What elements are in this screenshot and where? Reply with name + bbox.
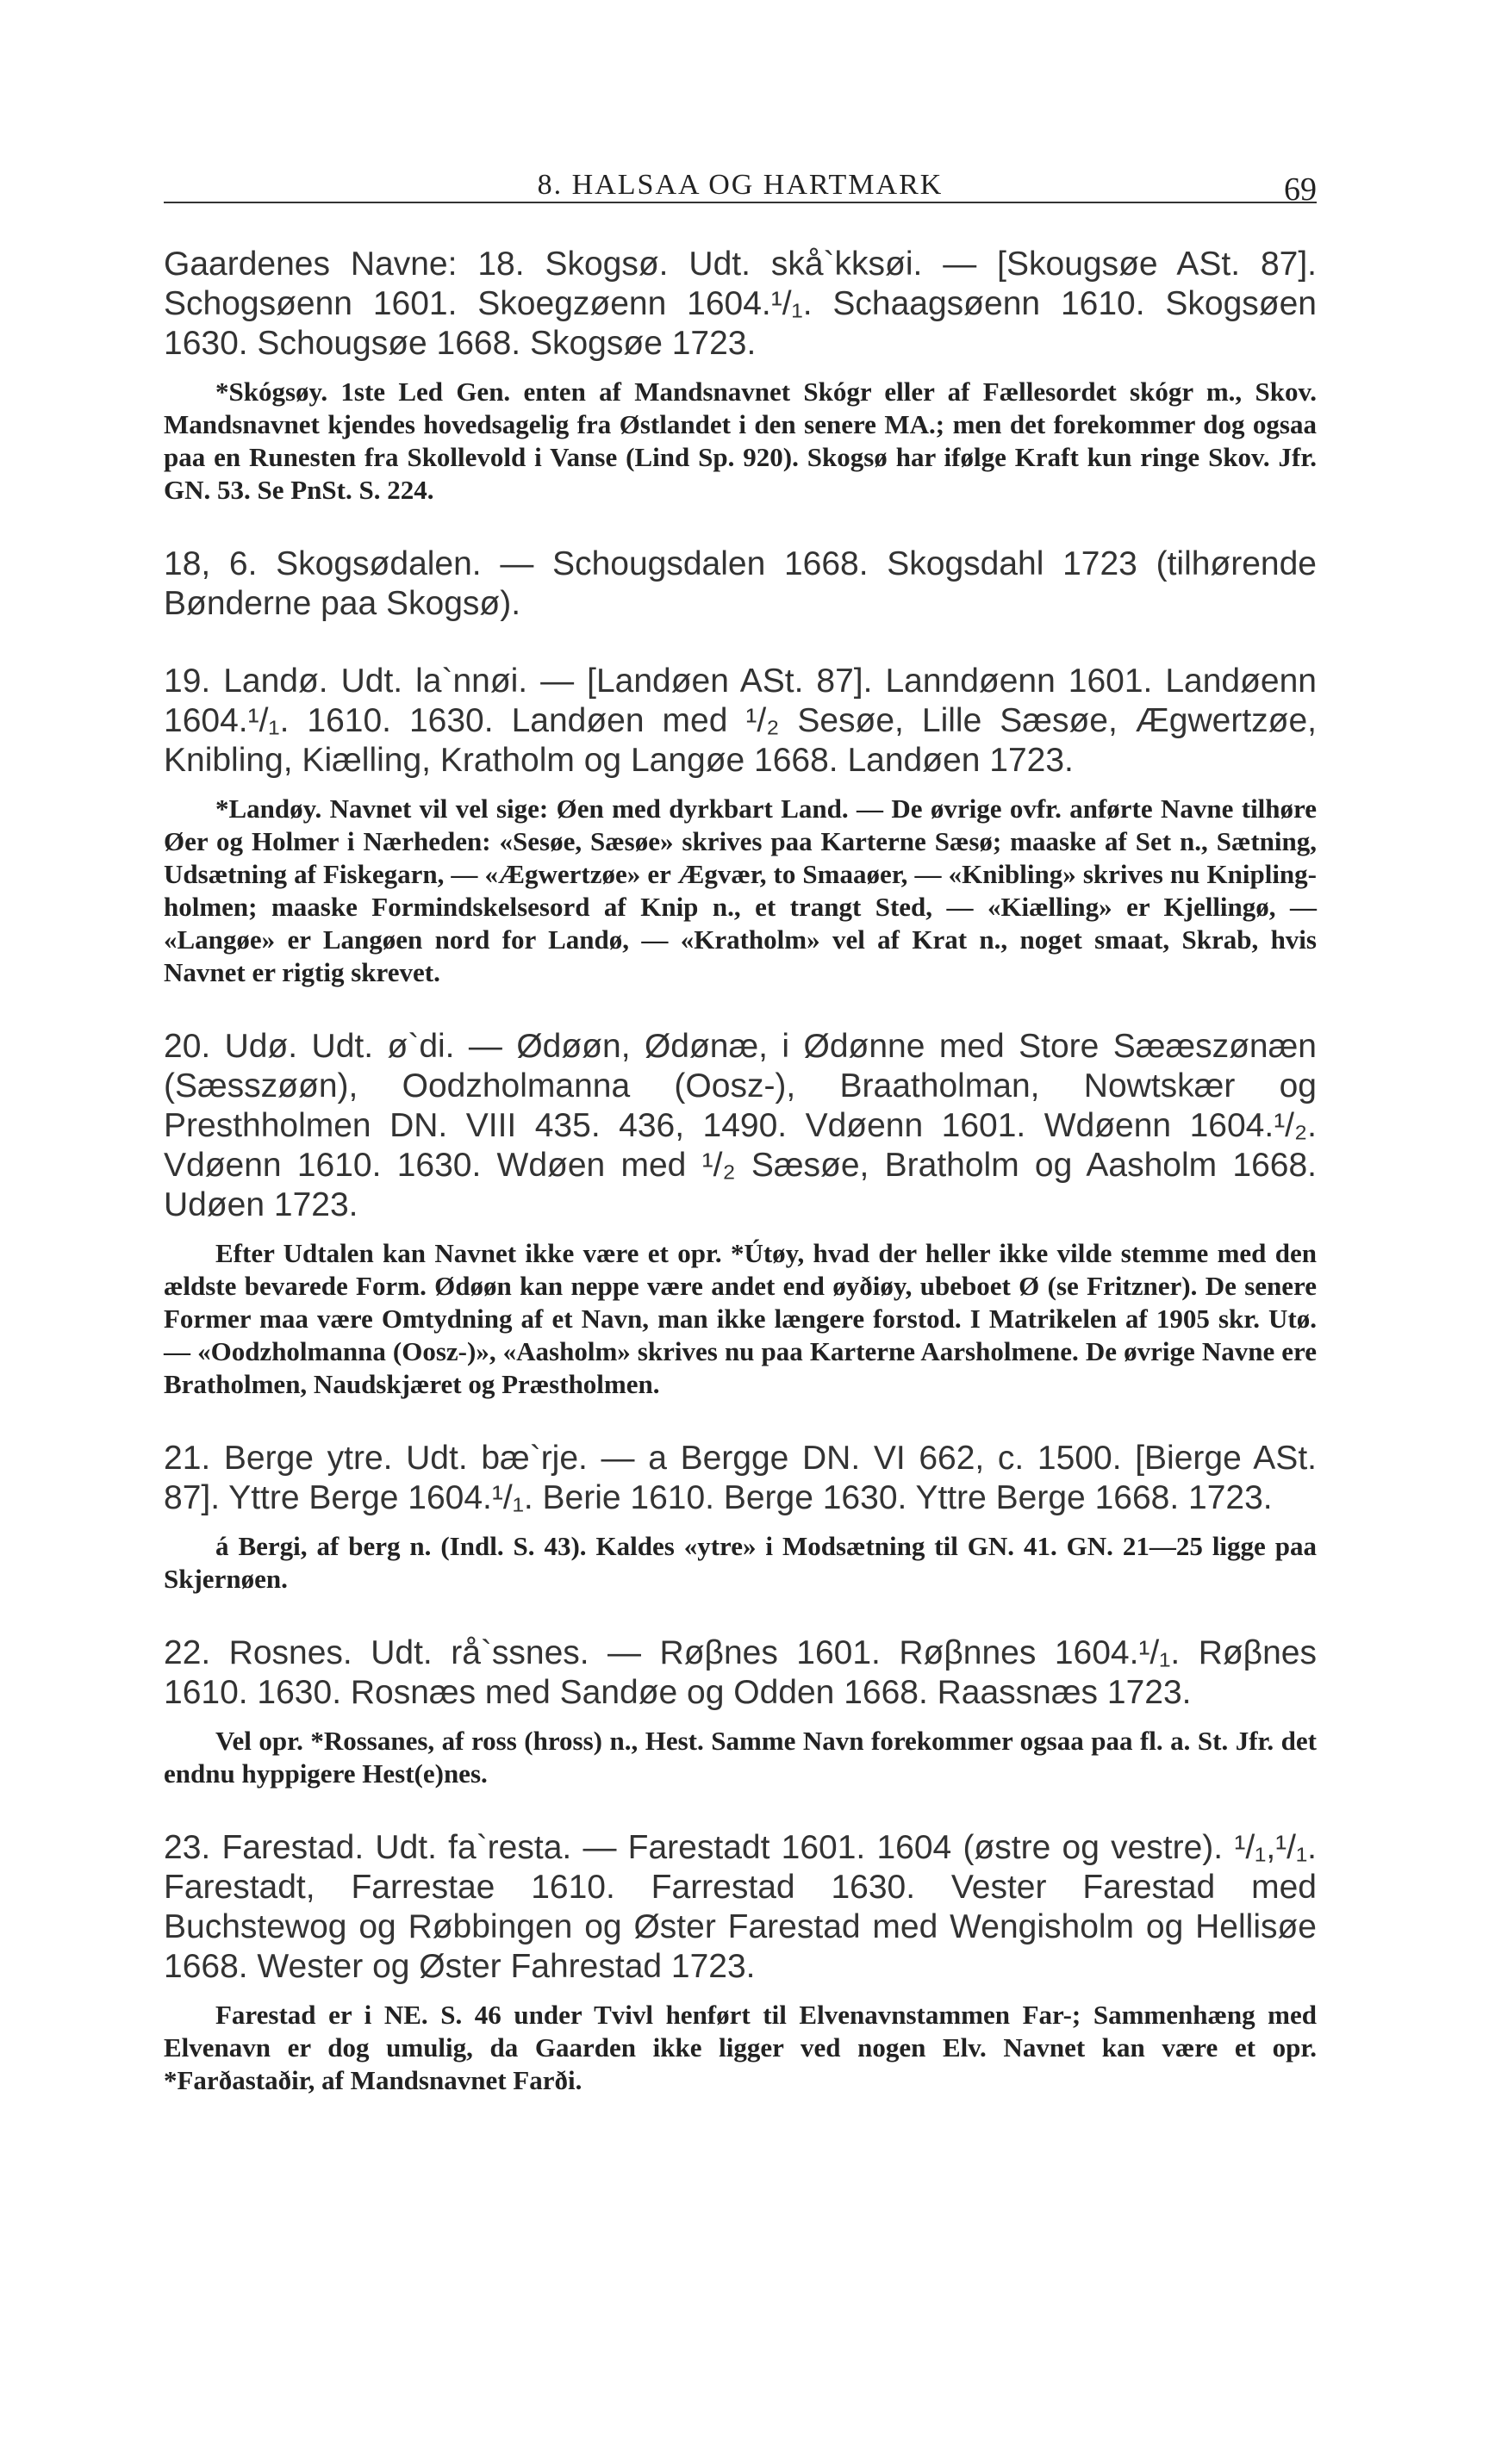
entry-19-main: 19. Landø. Udt. la`nnøi. — [Landøen ASt. 87]. Lanndøenn 1601. Landøenn 1604.¹/₁. 1610. 1630. Landøen med ¹/₂ Sesøe, Lille Sæsøe, Ægwertzøe, Knibling, Kiælling, Kratholm og Langøe 1668. Landøen 1723. — [164, 663, 1317, 779]
entry-18-note: *Skógsøy. 1ste Led Gen. enten af Mandsnavnet Skógr eller af Fællesordet skógr m., Skov. Mandsnavnet kjendes hovedsagelig fra Østlandet i den senere MA.; men det forekommer dog ogsaa paa en Runesten fra Skollevold i Vanse (Lind Sp. 920). Skogsø har ifølge Kraft kun ringe Skov. Jfr. GN. 53. Se PnSt. S. 224. — [164, 376, 1317, 505]
entry-23-note: Farestad er i NE. S. 46 under Tvivl henført til Elvenavnstammen Far-; Sammenhæng med Elvenavn er dog umulig, da Gaarden ikke ligger ved nogen Elv. Navnet kan være et opr. *Farðastaðir, af Mandsnavnet Farði. — [164, 2000, 1317, 2095]
running-header — [164, 153, 1317, 208]
entry-23-main: 23. Farestad. Udt. fa`resta. — Farestadt 1601. 1604 (østre og vestre). ¹/₁,¹/₁. Farestadt, Farrestae 1610. Farrestad 1630. Vester Farestad med Buchstewog og Røbbingen og Øster Farestad med Wengisholm og Hellisøe 1668. Wester og Øster Fahrestad 1723. — [164, 1829, 1317, 1985]
page — [164, 153, 1317, 2097]
entry-18-main: Gaardenes Navne: 18. Skogsø. Udt. skå`kksøi. — [Skougsøe ASt. 87]. Schogsøenn 1601. Skoegzøenn 1604.¹/₁. Schaagsøenn 1610. Skogsøen 1630. Schougsøe 1668. Skogsøe 1723. — [164, 246, 1317, 362]
entry-20-note: Efter Udtalen kan Navnet ikke være et opr. *Útøy, hvad der heller ikke vilde stemme med den ældste bevarede Form. Ødøøn kan neppe være andet end øyðiøy, ubeboet Ø (se Fritzner). De senere Former maa være Omtydning af et Navn, man ikke længere forstod. I Matrikelen af 1905 skr. Utø. — «Oodzholmanna (Oosz-)», «Aasholm» skrives nu paa Karterne Aarsholmene. De øvrige Navne ere Bratholmen, Naudskjæret og Præstholmen. — [164, 1238, 1317, 1399]
entry-21-note: á Bergi, af berg n. (Indl. S. 43). Kaldes «ytre» i Modsætning til GN. 41. GN. 21—25 ligge paa Skjernøen. — [164, 1531, 1317, 1594]
entry-20-main: 20. Udø. Udt. ø`di. — Ødøøn, Ødønæ, i Ødønne med Store Sææszønæn (Sæsszøøn), Oodzholmanna (Oosz-), Braatholman, Nowtskær og Presthholmen DN. VIII 435. 436, 1490. Vdøenn 1601. Wdøenn 1604.¹/₂. Vdøenn 1610. 1630. Wdøen med ¹/₂ Sæsøe, Bratholm og Aasholm 1668. Udøen 1723. — [164, 1028, 1317, 1223]
chapter-title: 8. HALSAA OG HARTMARK — [537, 169, 944, 201]
page-number: 69 — [1284, 171, 1317, 208]
entry-21-main: 21. Berge ytre. Udt. bæ`rje. — a Bergge DN. VI 662, c. 1500. [Bierge ASt. 87]. Yttre Berge 1604.¹/₁. Berie 1610. Berge 1630. Yttre Berge 1668. 1723. — [164, 1440, 1317, 1516]
entry-18-6-main: 18, 6. Skogsødalen. — Schougsdalen 1668. Skogsdahl 1723 (tilhørende Bønderne paa Skogsø). — [164, 545, 1317, 622]
entry-22-note: Vel opr. *Rossanes, af ross (hross) n., Hest. Samme Navn forekommer ogsaa paa fl. a. St. Jfr. det endnu hyppigere Hest(e)nes. — [164, 1726, 1317, 1789]
entry-19-note: *Landøy. Navnet vil vel sige: Øen med dyrkbart Land. — De øvrige ovfr. anførte Navne tilhøre Øer og Holmer i Nærheden: «Sesøe, Sæsøe» skrives paa Karterne Sæsø; maaske af Set n., Sætning, Udsætning af Fiskegarn, — «Ægwertzøe» er Ægvær, to Smaaøer, — «Knibling» skrives nu Knipling-holmen; maaske Formindskelsesord af Knip n., et trangt Sted, — «Kiælling» er Kjellingø, — «Langøe» er Langøen nord for Landø, — «Kratholm» vel af Krat n., noget smaat, Skrab, hvis Navnet er rigtig skrevet. — [164, 793, 1317, 987]
entry-22-main: 22. Rosnes. Udt. rå`ssnes. — Røβnes 1601. Røβnnes 1604.¹/₁. Røβnes 1610. 1630. Rosnæs med Sandøe og Odden 1668. Raassnæs 1723. — [164, 1634, 1317, 1711]
